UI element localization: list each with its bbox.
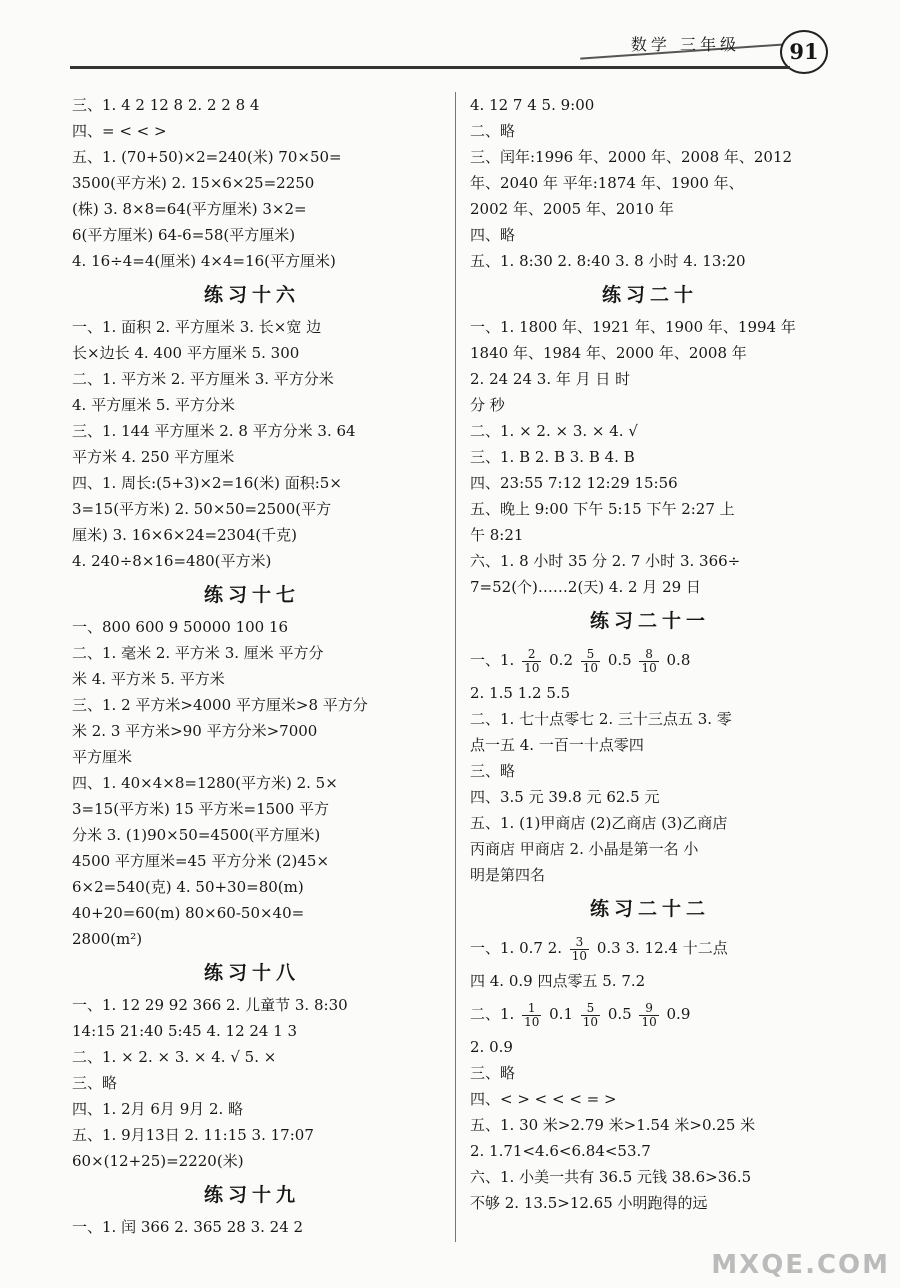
answer-line: 五、1. 9月13日 2. 11:15 3. 17:07 bbox=[72, 1126, 314, 1144]
answer-line: 四、1. 2月 6月 9月 2. 略 bbox=[72, 1100, 244, 1118]
section-title: 练习十八 bbox=[203, 962, 300, 984]
answer-line: 6×2=540(克) 4. 50+30=80(m) bbox=[72, 878, 304, 896]
answer-text: 一、1. 0.7 2. bbox=[470, 939, 567, 957]
answer-line: 点一五 4. 一百一十点零四 bbox=[470, 736, 644, 754]
fraction-denominator: 10 bbox=[571, 948, 588, 963]
answer-line: 一、1. 12 29 92 366 2. 儿童节 3. 8:30 bbox=[72, 996, 348, 1014]
answer-line: 4. 12 7 4 5. 9:00 bbox=[470, 96, 595, 114]
answer-line: 3500(平方米) 2. 15×6×25=2250 bbox=[72, 174, 315, 192]
answer-line: 4. 16÷4=4(厘米) 4×4=16(平方厘米) bbox=[72, 252, 336, 270]
fraction-denominator: 10 bbox=[641, 1014, 657, 1029]
fraction bbox=[581, 1002, 600, 1029]
answer-line: 2. 24 24 3. 年 月 日 时 bbox=[470, 370, 631, 388]
fraction-numerator: 9 bbox=[639, 1002, 658, 1016]
fraction-numerator: 5 bbox=[581, 648, 600, 662]
answer-text: 二、1. bbox=[470, 1005, 520, 1023]
answer-line: 二、1. 平方米 2. 平方厘米 3. 平方分米 bbox=[72, 370, 334, 388]
answer-line: 2800(m²) bbox=[72, 930, 143, 948]
answer-text: 0.1 bbox=[544, 1005, 578, 1023]
answer-line: 二、1. × 2. × 3. × 4. √ 5. × bbox=[72, 1048, 277, 1066]
fraction bbox=[581, 648, 600, 675]
answer-line: 午 8:21 bbox=[470, 526, 524, 544]
fraction-denominator: 10 bbox=[524, 1014, 540, 1029]
fraction bbox=[570, 936, 589, 963]
answer-line: 平方米 4. 250 平方厘米 bbox=[72, 448, 235, 466]
answer-line: 三、闰年:1996 年、2000 年、2008 年、2012 bbox=[470, 148, 793, 166]
fraction-denominator: 10 bbox=[582, 660, 599, 675]
answer-text: 0.2 bbox=[544, 651, 578, 669]
answer-text: 0.8 bbox=[661, 651, 691, 669]
answer-line: 四、1. 周长:(5+3)×2=16(米) 面积:5× bbox=[72, 474, 342, 492]
section-title: 练习二十一 bbox=[589, 610, 710, 632]
answer-line: 四、1. 40×4×8=1280(平方米) 2. 5× bbox=[72, 774, 338, 792]
answer-text: 一、1. bbox=[470, 651, 520, 669]
answer-line: 一、1. 1800 年、1921 年、1900 年、1994 年 bbox=[470, 318, 796, 336]
answer-line: 三、1. B 2. B 3. B 4. B bbox=[470, 448, 635, 466]
answer-line: 二、1. 毫米 2. 平方米 3. 厘米 平方分 bbox=[72, 644, 324, 662]
answer-line: 4500 平方厘米=45 平方分米 (2)45× bbox=[72, 852, 330, 870]
answer-line: 一、1. 闰 366 2. 365 28 3. 24 2 bbox=[72, 1218, 304, 1236]
answer-line: 40+20=60(m) 80×60-50×40= bbox=[72, 904, 305, 922]
fraction-denominator: 10 bbox=[524, 660, 540, 675]
answer-line: 米 4. 平方米 5. 平方米 bbox=[72, 670, 225, 688]
answer-line: 3=15(平方米) 2. 50×50=2500(平方 bbox=[72, 500, 332, 518]
answer-text: 0.3 3. 12.4 十二点 bbox=[592, 939, 728, 957]
answer-line: 四 4. 0.9 四点零五 5. 7.2 bbox=[470, 972, 646, 990]
section-title: 练习二十 bbox=[601, 284, 698, 306]
column-divider bbox=[455, 92, 456, 1242]
answer-line: 6(平方厘米) 64-6=58(平方厘米) bbox=[72, 226, 296, 244]
answer-line: 四、= < < > bbox=[72, 122, 167, 140]
answer-line: 二、略 bbox=[470, 122, 516, 140]
answer-line: 三、1. 4 2 12 8 2. 2 2 8 4 bbox=[72, 96, 260, 114]
answer-line: 14:15 21:40 5:45 4. 12 24 1 3 bbox=[72, 1022, 298, 1040]
fraction bbox=[522, 1002, 541, 1029]
answer-line: 二、1. 七十点零七 2. 三十三点五 3. 零 bbox=[470, 710, 732, 728]
page-number: 91 bbox=[780, 30, 828, 74]
answer-line: 2. 0.9 bbox=[470, 1038, 513, 1056]
fraction-numerator: 1 bbox=[522, 1002, 541, 1016]
answer-line: 2. 1.5 1.2 5.5 bbox=[470, 684, 571, 702]
answer-line: 一、800 600 9 50000 100 16 bbox=[72, 618, 289, 636]
answer-line: 五、晚上 9:00 下午 5:15 下午 2:27 上 bbox=[470, 500, 735, 518]
answer-text: 0.9 bbox=[661, 1005, 691, 1023]
answers-left-column bbox=[72, 92, 432, 1240]
answer-line bbox=[470, 640, 830, 680]
fraction-numerator: 8 bbox=[639, 648, 658, 662]
answer-line: 三、略 bbox=[470, 1064, 516, 1082]
answer-text: 0.5 bbox=[603, 1005, 637, 1023]
section-title: 练习十九 bbox=[203, 1184, 300, 1206]
answer-line: 明是第四名 bbox=[470, 866, 546, 884]
answer-line: 五、1. 30 米>2.79 米>1.54 米>0.25 米 bbox=[470, 1116, 756, 1134]
answer-line: 米 2. 3 平方米>90 平方分米>7000 bbox=[72, 722, 318, 740]
fraction bbox=[639, 648, 658, 675]
answer-line: 分米 3. (1)90×50=4500(平方厘米) bbox=[72, 826, 321, 844]
answers-right-column bbox=[470, 92, 830, 1216]
fraction-denominator: 10 bbox=[582, 1014, 599, 1029]
answer-line: 三、1. 2 平方米>4000 平方厘米>8 平方分 bbox=[72, 696, 368, 714]
answer-line: 三、1. 144 平方厘米 2. 8 平方分米 3. 64 bbox=[72, 422, 356, 440]
answer-line: 3=15(平方米) 15 平方米=1500 平方 bbox=[72, 800, 330, 818]
fraction-numerator: 3 bbox=[570, 936, 589, 950]
answer-line: 年、2040 年 平年:1874 年、1900 年、 bbox=[470, 174, 744, 192]
answer-line: 五、1. (70+50)×2=240(米) 70×50= bbox=[72, 148, 342, 166]
header-subject: 数学 三年级 bbox=[630, 35, 740, 54]
answer-line: 五、1. (1)甲商店 (2)乙商店 (3)乙商店 bbox=[470, 814, 728, 832]
answer-line: 2. 1.71<4.6<6.84<53.7 bbox=[470, 1142, 651, 1160]
answer-line: 不够 2. 13.5>12.65 小明跑得的远 bbox=[470, 1194, 708, 1212]
answer-line: 分 秒 bbox=[470, 396, 505, 414]
answer-line: 五、1. 8:30 2. 8:40 3. 8 小时 4. 13:20 bbox=[470, 252, 746, 270]
answer-line: 厘米) 3. 16×6×24=2304(千克) bbox=[72, 526, 298, 544]
watermark: MXQE.COM bbox=[711, 1250, 890, 1280]
answer-line: 三、略 bbox=[470, 762, 516, 780]
answer-line: 四、3.5 元 39.8 元 62.5 元 bbox=[470, 788, 660, 806]
fraction-numerator: 5 bbox=[581, 1002, 600, 1016]
fraction-denominator: 10 bbox=[641, 660, 657, 675]
answer-line: 2002 年、2005 年、2010 年 bbox=[470, 200, 674, 218]
section-title: 练习十七 bbox=[203, 584, 300, 606]
fraction bbox=[522, 648, 541, 675]
fraction-numerator: 2 bbox=[522, 648, 541, 662]
answer-line bbox=[470, 928, 830, 968]
answer-text: 0.5 bbox=[603, 651, 637, 669]
answer-line: 四、23:55 7:12 12:29 15:56 bbox=[470, 474, 678, 492]
answer-line: 四、< > < < < = > bbox=[470, 1090, 617, 1108]
answer-line: 长×边长 4. 400 平方厘米 5. 300 bbox=[72, 344, 300, 362]
answer-line: 平方厘米 bbox=[72, 748, 133, 766]
answer-line: 六、1. 小美一共有 36.5 元钱 38.6>36.5 bbox=[470, 1168, 752, 1186]
answer-line: 丙商店 甲商店 2. 小晶是第一名 小 bbox=[470, 840, 699, 858]
section-title: 练习二十二 bbox=[589, 898, 710, 920]
answer-line bbox=[470, 994, 830, 1034]
answer-line: 4. 平方厘米 5. 平方分米 bbox=[72, 396, 235, 414]
header-rule bbox=[70, 66, 790, 69]
answer-line: 三、略 bbox=[72, 1074, 118, 1092]
answer-line: 4. 240÷8×16=480(平方米) bbox=[72, 552, 272, 570]
answer-line: 60×(12+25)=2220(米) bbox=[72, 1152, 244, 1170]
fraction bbox=[639, 1002, 658, 1029]
answer-line: 7=52(个)……2(天) 4. 2 月 29 日 bbox=[470, 578, 701, 596]
section-title: 练习十六 bbox=[203, 284, 300, 306]
answer-line: (株) 3. 8×8=64(平方厘米) 3×2= bbox=[72, 200, 307, 218]
answer-line: 六、1. 8 小时 35 分 2. 7 小时 3. 366÷ bbox=[470, 552, 741, 570]
answer-line: 一、1. 面积 2. 平方厘米 3. 长×宽 边 bbox=[72, 318, 322, 336]
answer-line: 四、略 bbox=[470, 226, 516, 244]
answer-line: 1840 年、1984 年、2000 年、2008 年 bbox=[470, 344, 747, 362]
answer-line: 二、1. × 2. × 3. × 4. √ bbox=[470, 422, 638, 440]
